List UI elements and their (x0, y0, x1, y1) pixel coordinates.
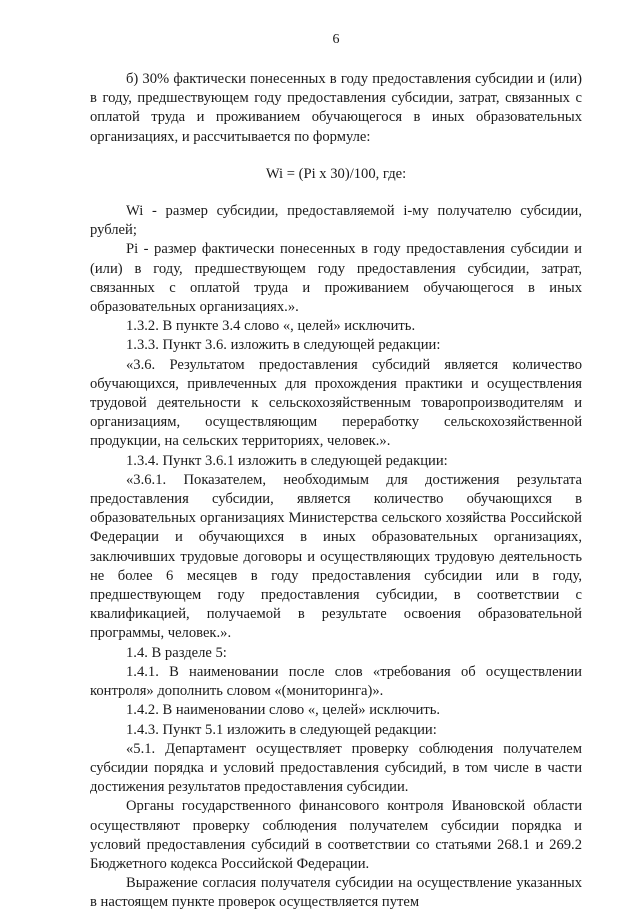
paragraph-5-1: «5.1. Департамент осуществляет проверку соблюдения получателем субсидии порядка и условий предоставления субсидий, в том числе в части достижения результатов предоставления субсидии. (90, 740, 582, 796)
paragraph-3-6-1: «3.6.1. Показателем, необходимым для достижения результата предоставления субсидии, является количество обучающихся в образовательных организациях Министерства сельского хозяйства Российской Федерации и обучающихся в иных образовательных организациях, заключивших трудовые договоры и осуществляющих трудовую деятельность не более 6 месяцев в году предоставления субсидии или в году, предшествующем году предоставления субсидии, в соответствии с квалификацией, получаемой в результате освоения образовательной программы, человек.». (90, 471, 582, 642)
paragraph-1-4: 1.4. В разделе 5: (126, 644, 227, 661)
paragraph-1-4-1: 1.4.1. В наименовании после слов «требования об осуществлении контроля» дополнить словом «(мониторинга)». (90, 663, 582, 700)
paragraph-pi-definition: Pi - размер фактически понесенных в году предоставления субсидии и (или) в году, предшествующем году предоставления субсидии, затрат, связанных с оплатой труда и проживанием обучающегося в иных образовательных организациях.». (90, 241, 582, 316)
paragraph-1-3-4: 1.3.4. Пункт 3.6.1 изложить в следующей редакции: (126, 452, 448, 469)
paragraph-3-6: «3.6. Результатом предоставления субсидий является количество обучающихся, привлеченных для прохождения практики и осуществления трудовой деятельности к сельскохозяйственным товаропроизводителям и организациям, осуществляющим переработку сельскохозяйственной продукции, на сельских территориях, человек.». (90, 356, 582, 450)
paragraph-1-4-3: 1.4.3. Пункт 5.1 изложить в следующей редакции: (126, 721, 437, 738)
paragraph-b-30-percent: б) 30% фактически понесенных в году предоставления субсидии и (или) в году, предшествующем году предоставления субсидии, затрат, связанных с оплатой труда и проживанием обучающегося в иных образовательных организациях, и рассчитывается по формуле: (90, 71, 582, 145)
paragraph-1-3-2: 1.3.2. В пункте 3.4 слово «, целей» исключить. (126, 318, 416, 335)
page-number: 6 (332, 32, 340, 47)
paragraph-financial-control: Органы государственного финансового контроля Ивановской области осуществляют проверку соблюдения получателем субсидии порядка и условий предоставления субсидий в соответствии со статьями 268.1 и 269.2 Бюджетного кодекса Российской Федерации. (90, 798, 582, 872)
paragraph-1-4-2: 1.4.2. В наименовании слово «, целей» исключить. (126, 702, 441, 719)
paragraph-consent: Выражение согласия получателя субсидии на осуществление указанных в настоящем пункте проверок осуществляется путем (90, 875, 582, 911)
formula: Wi = (Pi x 30)/100, где: (265, 165, 407, 182)
paragraph-1-3-3: 1.3.3. Пункт 3.6. изложить в следующей редакции: (126, 337, 441, 354)
paragraph-wi-definition: Wi - размер субсидии, предоставляемой i-му получателю субсидии, рублей; (90, 203, 582, 239)
document-body (90, 70, 582, 913)
